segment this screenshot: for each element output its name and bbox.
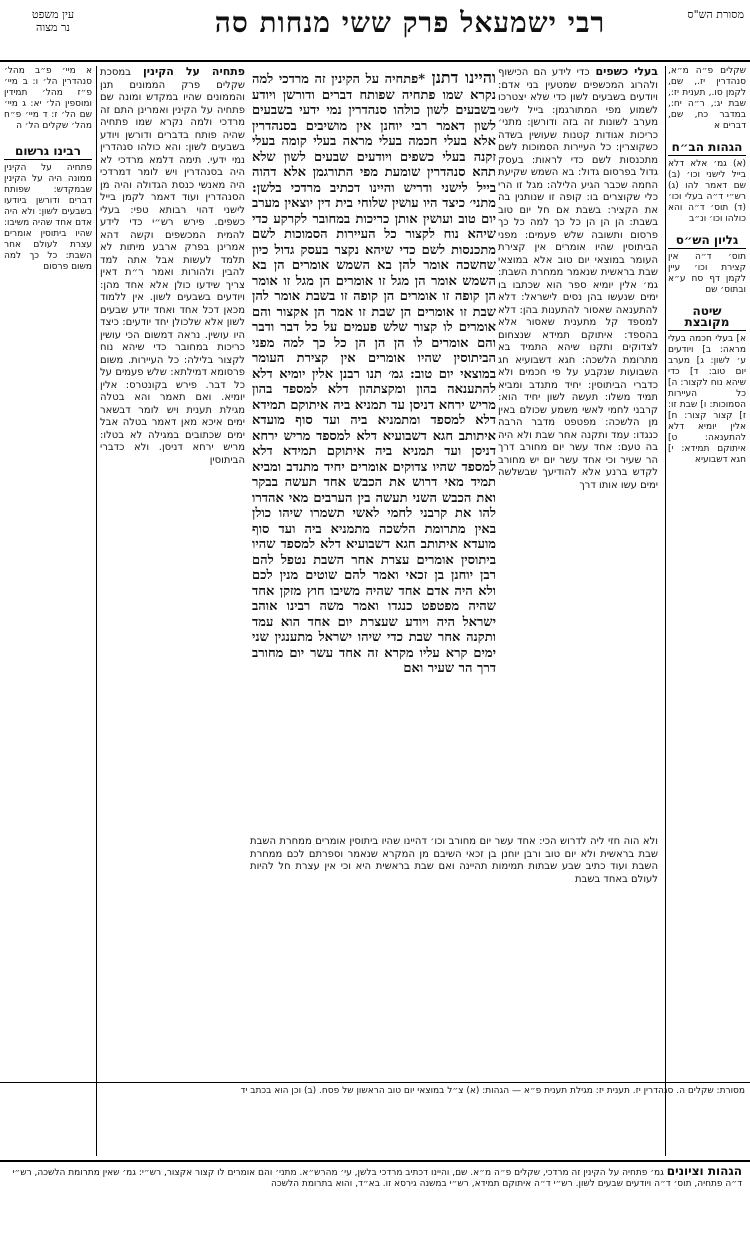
header-rule bbox=[0, 60, 750, 62]
rabenu-gershom-title: רבינו גרשום bbox=[4, 146, 92, 160]
gemara-body: *פתחיה על הקינין זה מרדכי למה נקרא שמו פתחיה שפותח דברים ודורשן ויודע בשבעים לשון כולהו סנהדרין נמי ידעי בשבעים לשון דאמר רבי יוחנן אין מושיבים בסנהדרין אלא בעלי חכמה בעלי מראה בעלי קומה בעלי זקנה בעלי כשפים ויודעים שבעים לשון שלא תהא סנהדרין שומעת מפי התורגמן אלא דהוה בייל לישני ודריש והיינו דכתיב מרדכי בלשן: מתני׳ כיצד היו עושין שלוחי בית דין יוצאין מערב יום טוב ועושין אותן כריכות במחובר לקרקע כדי שיהא נוח לקצור כל העיירות הסמוכות לשם מתכנסות לשם כדי שיהא נקצר בעסק גדול כיון שחשכה אומר להן בא השמש אומרים הן בא השמש אומר הן מגל זו אומרים הן מגל זו אומר הן קופה זו אומרים הן קופה זו בשבת אומר להן שבת זו אומרים הן שבת זו אמר הן אקצור והם אומרים לו קצור שלש פעמים על כל דבר ודבר והם אומרים לו הן הן הן כל כך למה מפני הביתוסין שהיו אומרים אין קצירת העומר במוצאי יום טוב: גמ׳ תנו רבנן אלין יומיא דלא להתענאה בהון ומקצתהון דלא למספד בהון מריש ירחא דניסן עד תמניא ביה איתוקם תמידא דלא למספד ומתמניא ביה ועד סוף מועדא איתותב חגא דשבועיא דלא למספד מריש ירחא דניסן ועד תמניא ביה איתוקם תמידא דלא למספד שהיו צדוקים אומרים יחיד מתנדב ומביא תמיד מאי דרוש את הכבש אחד תעשה בבקר ואת הכבש השני תעשה בין הערבים מאי אהדרו להו את קרבני לחמי לאשי תשמרו שיהו כולן באין מתרומת הלשכה מתמניא ביה ועד סוף מועדא איתותב חגא דשבועיא דלא למספד שהיו ביתוסין אומרים עצרת אחר השבת נטפל להם רבן יוחנן בן זכאי ואמר להם שוטים מנין לכם ולא היה אדם אחד שהיה משיבו חוץ מזקן אחד שהיה מפטפט כנגדו ואמר משה רבינו אוהב ישראל היה ויודע שעצרת יום אחד הוא עמד ותקנה אחר שבת כדי שיהו ישראל מתענגין שני ימים קרא עליו מקרא זה אחד עשר יום מחורב דרך הר שעיר ואם bbox=[252, 72, 496, 676]
hagahot-habach-title: הגהות הב״ח bbox=[668, 142, 746, 156]
rashi-column bbox=[498, 66, 658, 826]
rashi-lead: בעלי כשפים bbox=[589, 66, 658, 78]
ein-mishpat-label-line1: עין משפט bbox=[31, 8, 75, 21]
ein-mishpat-body: א מיי׳ פ״ב מהל׳ סנהדרין הל׳ ו: ב מיי׳ פ״ז מהל׳ תמידין ומוספין הל׳ יא: ג מיי׳ שם הל׳ ז: ד מיי׳ פ״ח מהל׳ שקלים הל׳ ה bbox=[4, 66, 92, 131]
footer bbox=[8, 1166, 742, 1246]
bottom-notes: מסורת: שקלים ה. סנהדרין יז. תענית יז: מגילת תענית פ״א — הגהות: (א) צ״ל במוצאי יום טוב הראשון של פסח. (ב) וכן הוא בכתב יד bbox=[240, 1086, 745, 1096]
page-header bbox=[0, 0, 750, 62]
gemara-lead: והיינו דתנן bbox=[425, 70, 496, 87]
shita-mekubetzet-body: א] בעלי חכמה בעלי מראה: ב] ויודעים ע׳ לשון: ג] מערב יום טוב: ד] כדי שיהא נוח לקצור: ה] כל העיירות הסמוכות: ו] שבת זו: ז] קצור קצור: ח] אלין יומיא דלא להתענאה: ט] איתוקם תמידא: י] חגא דשבועיא bbox=[668, 334, 746, 465]
gilyon-hashas-body: תוס׳ ד״ה אין קצירת וכו׳ עיין לקמן דף סח ע״א ובתוס׳ שם bbox=[668, 252, 746, 295]
tosafot-body: במסכת שקלים פרק הממונים תנן והממונים שהיו במקדש ומונה שם פתחיה על הקינין ואמרינן התם זה מרדכי ולמה נקרא שמו פתחיה שהיה פותח בדברים ודורשן ויודע בשבעים לשון: והא כולהו סנהדרין נמי ידעי. תימה דלמא מרדכי לא היה בסנהדרין ויש לומר דמרדכי היה מאנשי כנסת הגדולה והיה מן הסנהדרין ועוד דאמר לקמן בייל לישני דהוי רבותא טפי: בעלי כשפים. פירש רש״י כדי לידע להמית המכשפים וקשה דהא אמרינן בפרק ארבע מיתות לא תלמד לעשות אבל אתה למד להבין ולהורות ואמר ר״ת דאין צריך שידעו כולן אלא אחד מהן: ויודעים בשבעים לשון. אין ללמוד מכאן דכל אחד ואחד יודע שבעים לשון אלא שלכולן יחד יודעים: כיצד היו עושין. נראה דמשום הכי עושין כריכות במחובר כדי שיהא נוח לקצור בלילה: כל העיירות. משום פרסומא דמילתא: שלש פעמים על כל דבר. פירש בקונטרס: אלין יומיא. ואם תאמר והא בטלה מגילת תענית ויש לומר דבשאר ימים איכא מאן דאמר בטלה אבל ימים שכתובים במגילה לא בטלו: מריש ירחא דניסן. ולא כדברי הביתוסין bbox=[100, 67, 245, 466]
hagahot-habach-body: (א) גמ׳ אלא דלא בייל לישני וכו׳ (ב) שם דאמר להו (ג) רש״י ד״ה בעלי וכו׳ (ד) תוס׳ ד״ה והא כולהו וכו׳ ונ״ב bbox=[668, 159, 746, 224]
tosafot-column bbox=[100, 66, 245, 1066]
lower-commentary bbox=[250, 836, 658, 1076]
right-margin-divider bbox=[665, 66, 666, 1156]
ein-mishpat-label-line2: נר מצוה bbox=[36, 21, 70, 34]
notes-rule bbox=[0, 1082, 750, 1083]
left-margin bbox=[4, 66, 92, 1146]
rabenu-gershom-body: פתחיה על הקינין ממונה היה על הקינין שבמקדש: שפותח דברים ודורשן ביודעו בשבעים לשון: ולא היה אדם אחד שהיה משיבו: שהיו ביתוסין אומרים עצרת לעולם אחר השבת: כל כך למה משום פרסום bbox=[4, 163, 92, 272]
tosafot-lead: פתחיה על הקינין bbox=[130, 66, 245, 78]
masoret-sources: שקלים פ״ה מ״א, סנהדרין יז., שם, לקמן סו., תענית יז:, שבת יג:, ר״ה יח:, במדבר כח, שם, דברים א bbox=[668, 66, 746, 131]
lower-commentary-body: ולא הוה חזי ליה לדרוש הכי: אחד עשר יום מחורב וכו׳ דהיינו שהיו ביתוסין אומרים ממחרת השבת שבת בראשית ולא יום טוב ורבן יוחנן בן זכאי השיבם מן המקרא שנאמר וספרתם לכם ממחרת השבת ועוד כתיב שבע שבתות תמימות תהיינה ואם שבת בראשית היא וכי אין עצרת חל להיות לעולם באחד בשבת bbox=[250, 836, 658, 885]
masoret-label: מסורת הש"ס bbox=[687, 8, 744, 21]
rashi-body: כדי לידע הם הכישוף ולהרוג המכשפים שמטעין בני אדם: ויודעים בשבעים לשון כדי שלא יצטרכו לשמוע מפי המתורגמן: בייל לישני מערב לשונות זה בזה ודורשן: מתני׳ כריכות אגודות קטנות שעושין בשדה כשקוצרין: כל העיירות הסמוכות לשם מתכנסות לשם כדי לראות: בעסק גדול בפרסום גדול: בא השמש שקיעת החמה שכבר הגיע הלילה: מגל זו הרי כלי שקוצרים בו: קופה זו שנותנין בה את הקציר: בשבת אם חל יום טוב בשבת: הן הן הן כל כך למה כל כך פרסום ותשובה שלש פעמים: מפני הביתוסין שהיו אומרים אין קצירת העומר במוצאי יום טוב אלא במוצאי שבת בראשית שנאמר ממחרת השבת: גמ׳ אלין יומיא ספר הוא שכתבו בו ימים שנעשו בהן נסים לישראל: דלא להתענאה שאסור להתענות בהן: דלא למספד קל מתענית שאסור אלא בהספד: איתוקם תמידא שנצחום לצדוקים ותקנו שיהא התמיד בא מתרומת הלשכה: חגא דשבועיא חג השבועות שנקבע על פי חכמים ולא כדברי הביתוסין: יחיד מתנדב ומביא תמיד משלו: תעשה לשון יחיד הוא: קרבני לחמי לאשי משמע שכולם באין מן הלשכה: מפטפט מדבר הרבה כנגדו: עמד ותקנה אחר שבת ולא היה בה טעם: אחד עשר יום מחורב דרך הר שעיר וכי אחד עשר יום יש מחורב לקדש ברנע אלא להודיעך שבשלשה ימים עשו אותו דרך bbox=[498, 67, 658, 491]
footer-title: הגהות וציונים bbox=[666, 1166, 742, 1178]
left-margin-divider bbox=[96, 66, 97, 1156]
footer-rule bbox=[0, 1160, 750, 1162]
ein-mishpat-label bbox=[8, 8, 98, 34]
right-margin bbox=[668, 66, 746, 936]
shita-mekubetzet-title: שיטה מקובצת bbox=[668, 306, 746, 331]
page-title: רבי ישמעאל פרק ששי מנחות סה bbox=[214, 6, 606, 39]
gilyon-hashas-title: גליון הש״ס bbox=[668, 235, 746, 249]
footer-body: גמ׳ פתחיה על הקינין זה מרדכי, שקלים פ״ה מ״א. שם, והיינו דכתיב מרדכי בלשן, עי׳ מהרש״א. מתני׳ והם אומרים לו קצור אקצור, רש״י: גמ׳ שאין מתרומת הלשכה, רש״י ד״ה פתחיה, תוס׳ ד״ה ויודעים שבעים לשון. רש״י ד״ה איתוקם תמידא, רש״י במשנה גירסא זו. בא״ד, והוא בתרומת הלשכה bbox=[12, 1168, 742, 1189]
gemara-text bbox=[252, 70, 496, 830]
